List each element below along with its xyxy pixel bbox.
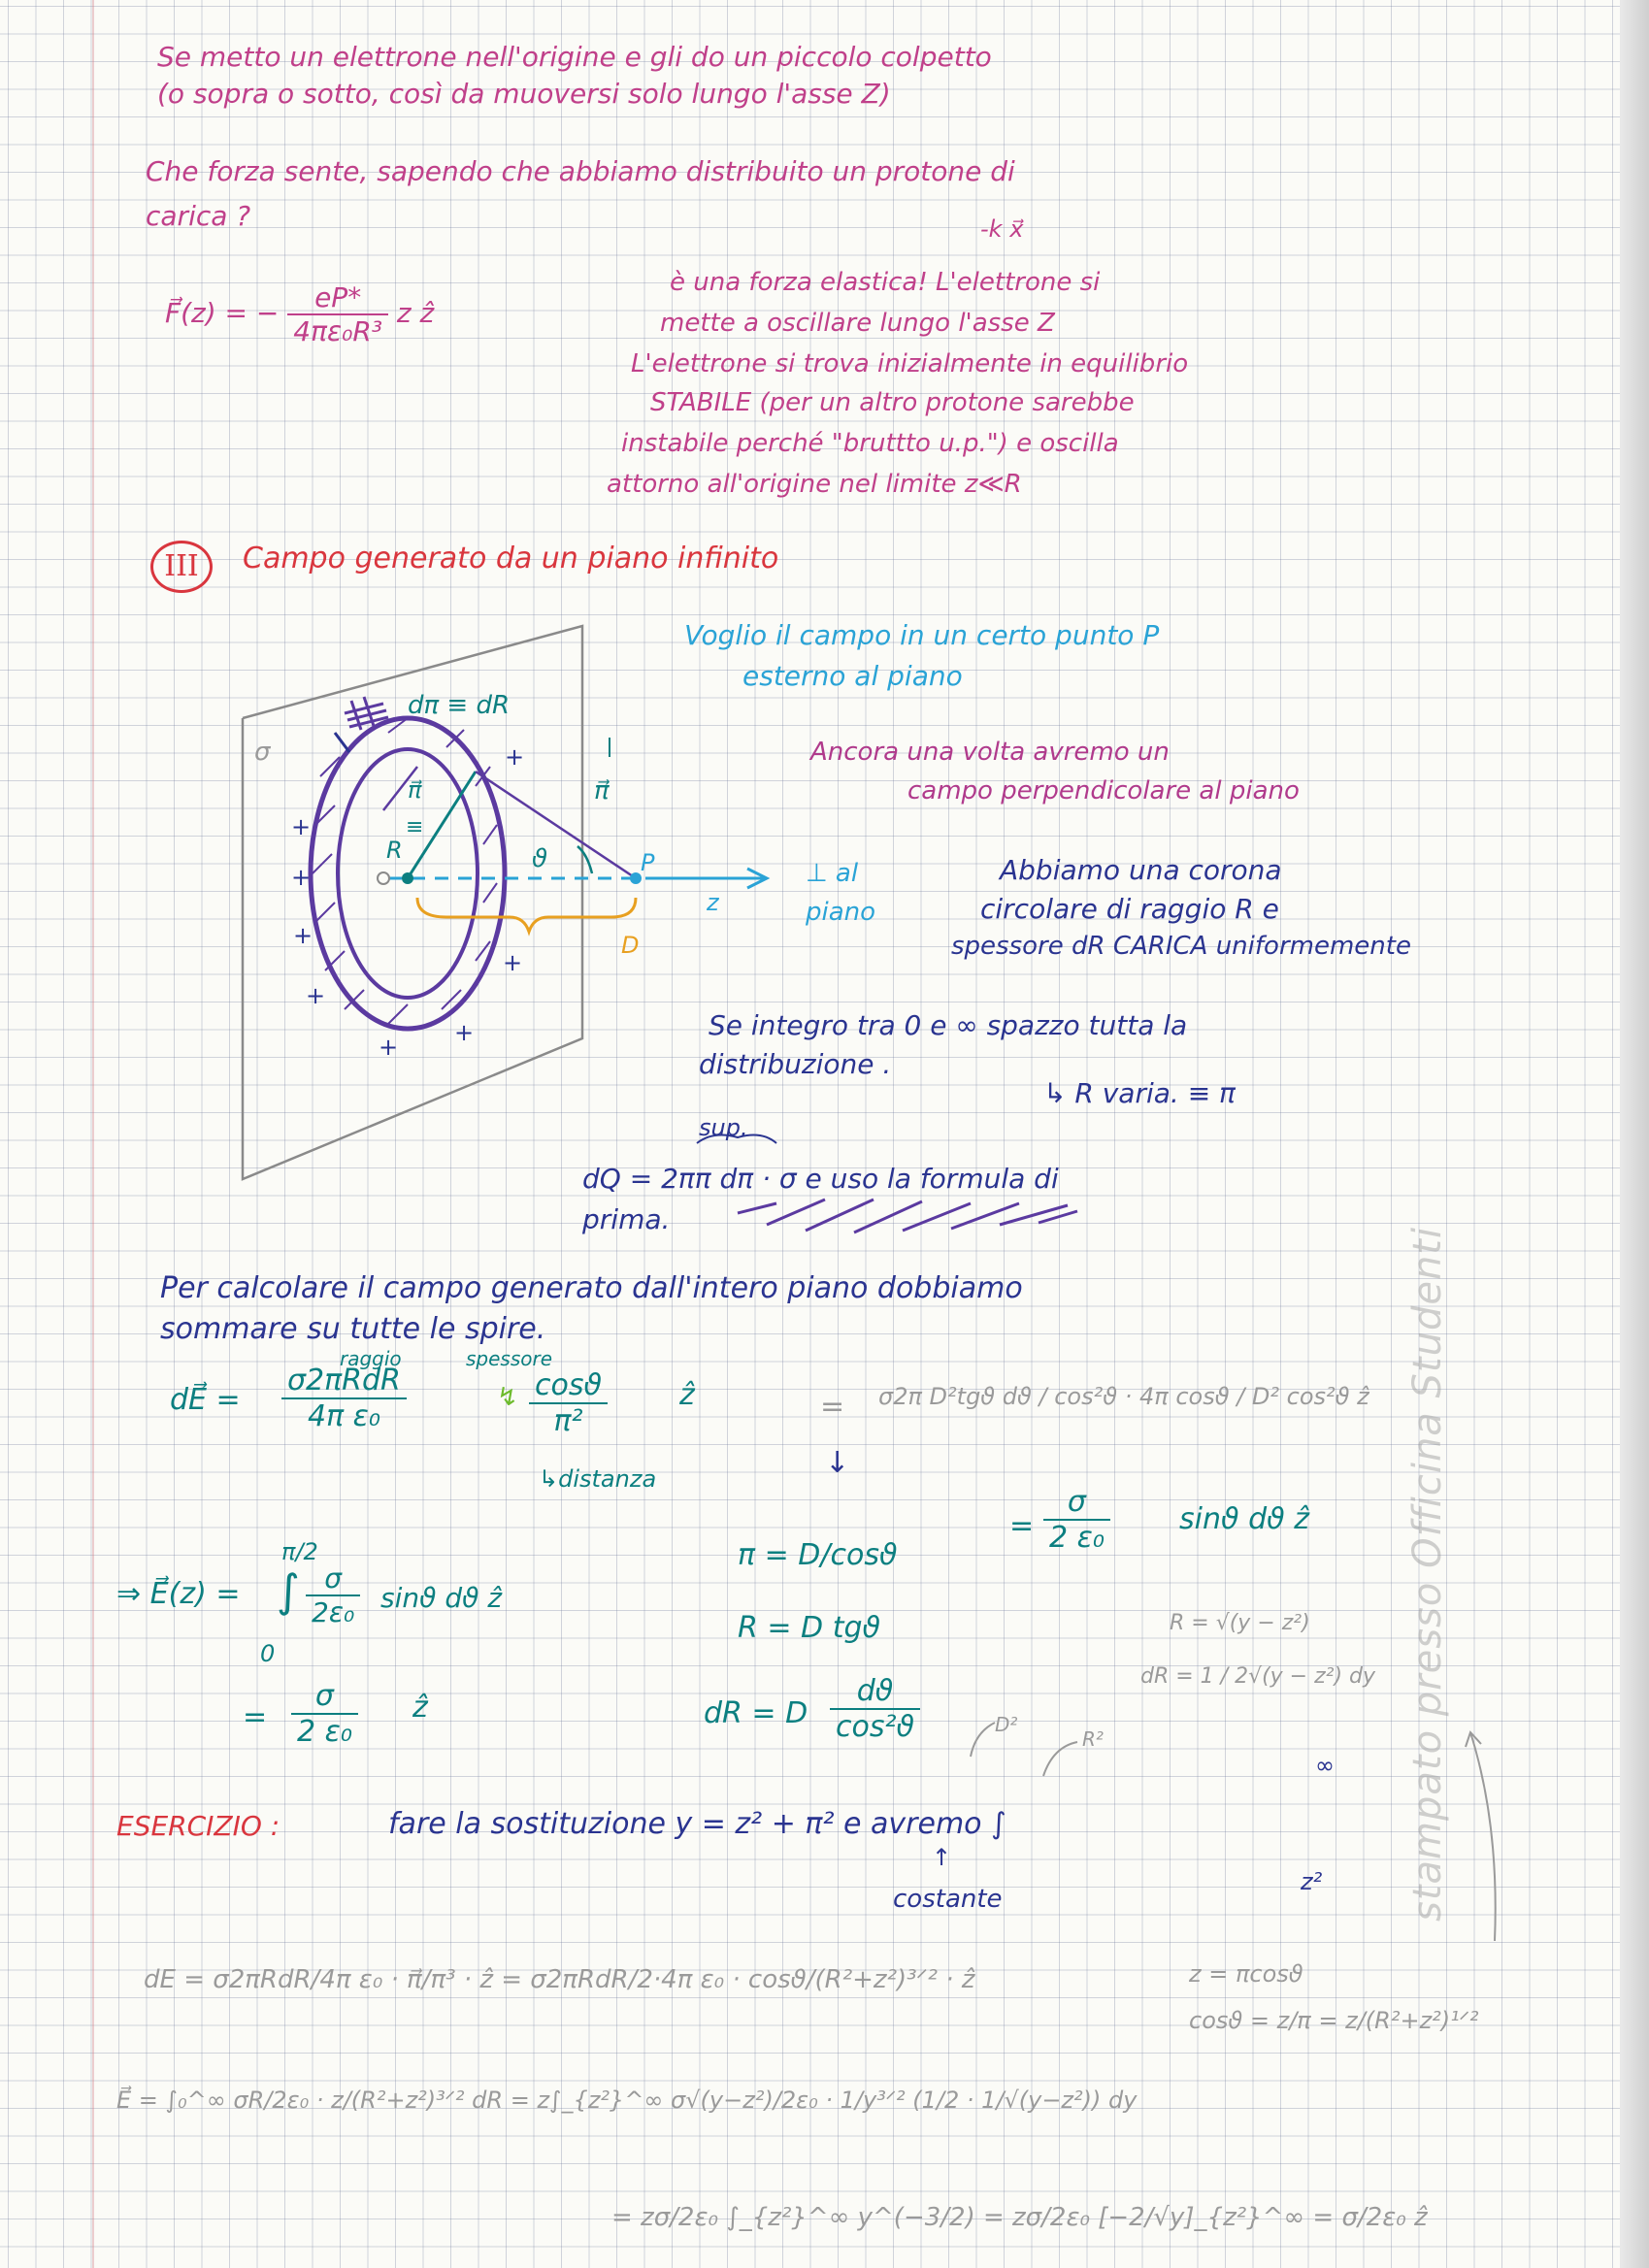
grey-equals: = — [820, 1390, 845, 1424]
force-expl-1: mette a oscillare lungo l'asse Z — [660, 309, 1055, 338]
exercise-lower: z² — [1301, 1868, 1323, 1895]
force-expl-5: attorno all'origine nel limite z≪R — [607, 470, 1022, 499]
field-vector-label: π⃗ — [594, 776, 610, 805]
e-upper-limit: π/2 — [281, 1538, 318, 1565]
grey-dR: dR = 1 / 2√(y − z²) dy — [1140, 1664, 1376, 1689]
result-denominator: 2 ε₀ — [1049, 1521, 1105, 1555]
grey-R2: R² — [1082, 1727, 1104, 1751]
plus-sign-8: + — [505, 743, 525, 771]
integrate-line-1: Se integro tra 0 e ∞ spazzo tutta la — [709, 1009, 1188, 1041]
plus-sign-4: + — [306, 982, 326, 1009]
grey-row-1: dE = σ2πRdR/4π ε₀ · π⃗/π³ · ẑ = σ2πRdR/2·4π ε₀ · cosϑ/(R²+z²)³ᐟ² · ẑ — [144, 1965, 975, 1994]
result-tail: sinϑ dϑ ẑ — [1179, 1502, 1309, 1536]
radius-vector-label: π⃗ — [408, 776, 422, 804]
result-equals: = — [1009, 1509, 1035, 1543]
cos-numerator: cosϑ — [529, 1368, 608, 1404]
sub-dR-lhs: dR = D — [704, 1696, 808, 1730]
point-p-label: P — [641, 849, 655, 876]
force-expl-4: instabile perché "bruttto u.p.") e oscilla — [621, 429, 1119, 458]
plus-sign-2: + — [291, 864, 312, 891]
distance-label: D — [621, 932, 640, 959]
r-varies: ↳ R varia. ≡ π — [1043, 1077, 1236, 1109]
equiv-label: ≡ — [406, 815, 424, 839]
grey-expression: σ2π D²tgϑ dϑ / cos²ϑ · 4π cosϑ / D² cos²ϑ ẑ — [878, 1383, 1369, 1410]
sub-dR-numerator: dϑ — [830, 1674, 920, 1710]
result-numerator: σ — [1043, 1485, 1110, 1521]
cos-denominator: π² — [553, 1404, 583, 1438]
sub-dR-denominator: cos²ϑ — [836, 1710, 915, 1744]
dq-line: dQ = 2ππ dπ · σ e uso la formula di — [582, 1163, 1059, 1195]
de-denominator: 4π ε₀ — [307, 1399, 380, 1433]
distanza-label: ↳distanza — [539, 1465, 657, 1493]
section-number-badge: III — [150, 541, 213, 593]
raggio-label: raggio — [340, 1347, 402, 1370]
again-line-2: campo perpendicolare al piano — [907, 776, 1300, 805]
de-numerator: σ2πRdR — [281, 1364, 407, 1399]
radius-label: R — [386, 837, 403, 864]
sub-r: π = D/cosϑ — [738, 1538, 898, 1572]
want-line-2: esterno al piano — [742, 660, 963, 692]
force-expl-3: STABILE (per un altro protone sarebbe — [650, 388, 1135, 417]
e-lower-limit: 0 — [260, 1640, 276, 1667]
de-zhat: ẑ — [679, 1378, 695, 1412]
sub-R: R = D tgϑ — [738, 1611, 881, 1645]
integrate-line-2: distribuzione . — [699, 1048, 892, 1080]
plus-sign-6: + — [454, 1019, 475, 1046]
question-line-1: Che forza sente, sapendo che abbiamo distribuito un protone di — [146, 155, 1015, 187]
e-denominator: 2ε₀ — [312, 1596, 355, 1628]
plus-sign-7: + — [503, 949, 523, 976]
grey-D2: D² — [995, 1713, 1018, 1736]
perp-label-1: ⊥ al — [806, 859, 859, 888]
grey-R: R = √(y − z²) — [1170, 1611, 1310, 1635]
section-title: Campo generato da un piano infinito — [243, 542, 779, 575]
plus-sign-5: + — [379, 1034, 399, 1061]
e-result-zhat: ẑ — [412, 1691, 428, 1725]
plus-sign-3: + — [293, 922, 313, 949]
summing-line-2: sommare su tutte le spire. — [160, 1312, 546, 1346]
e-result-equals: = — [243, 1700, 268, 1734]
green-mark: ↯ — [497, 1383, 518, 1412]
sup-label: sup. — [699, 1114, 748, 1141]
grey-row-2: E⃗ = ∫₀^∞ σR/2ε₀ · z/(R²+z²)³ᐟ² dR = z∫_{z²}^∞ σ√(y−z²)/2ε₀ · 1/y³ᐟ² (1/2 · 1/√(y−z²)) dy — [116, 2087, 1138, 2114]
exercise-label: ESERCIZIO : — [116, 1810, 280, 1842]
e-result-numerator: σ — [291, 1679, 358, 1715]
perp-label-2: piano — [806, 898, 876, 927]
question-line-2: carica ? — [146, 200, 251, 232]
exercise-arrow: ↑ — [932, 1844, 952, 1871]
dq-line-2: prima. — [582, 1203, 671, 1235]
e-numerator: σ — [306, 1562, 360, 1596]
corona-line-1: Abbiamo una corona — [1000, 854, 1282, 886]
corona-line-2: circolare di raggio R e — [980, 893, 1279, 925]
force-tail: z ẑ — [396, 297, 435, 329]
intro-line-2: (o sopra o sotto, così da muoversi solo lungo l'asse Z) — [157, 78, 891, 110]
force-expl-2: L'elettrone si trova inizialmente in equilibrio — [631, 349, 1189, 378]
corona-line-3: spessore dR CARICA uniformemente — [951, 932, 1411, 961]
intro-line-1: Se metto un elettrone nell'origine e gli do un piccolo colpetto — [157, 41, 992, 73]
e-integral-sign: ∫ — [277, 1564, 300, 1617]
exercise-text: fare la sostituzione y = z² + π² e avremo ∫ — [388, 1807, 1006, 1841]
again-line-1: Ancora una volta avremo un — [810, 738, 1170, 767]
e-result-denominator: 2 ε₀ — [297, 1715, 352, 1749]
want-line-1: Voglio il campo in un certo punto P — [684, 619, 1160, 651]
exercise-upper: ∞ — [1315, 1752, 1335, 1779]
spessore-label: spessore — [466, 1347, 553, 1370]
theta-label: ϑ — [532, 844, 548, 873]
grey-row-1b: z = πcosϑ — [1189, 1960, 1303, 1988]
de-lhs: dE⃗ = — [170, 1383, 241, 1417]
e-lhs: ⇒ E⃗(z) = — [116, 1577, 241, 1611]
watermark: stampato presso Officina Studenti — [1405, 1226, 1450, 1922]
force-hint: -k x⃗ — [980, 215, 1024, 243]
plus-sign-1: + — [291, 813, 312, 840]
z-axis-label: z — [707, 889, 719, 916]
grey-row-3: = zσ/2ε₀ ∫_{z²}^∞ y^(−3/2) = zσ/2ε₀ [−2/√y]_{z²}^∞ = σ/2ε₀ ẑ — [611, 2203, 1428, 2232]
grey-row-1c: cosϑ = z/π = z/(R²+z²)¹ᐟ² — [1189, 2007, 1479, 2034]
sigma-label: σ — [254, 738, 271, 767]
exercise-costante: costante — [893, 1885, 1003, 1914]
drho-label: dπ ≡ dR — [408, 691, 511, 720]
e-integrand: sinϑ dϑ ẑ — [380, 1582, 503, 1614]
force-lhs: F⃗(z) = − — [165, 297, 280, 329]
down-arrow: ↓ — [825, 1446, 850, 1480]
force-expl-0: è una forza elastica! L'elettrone si — [670, 268, 1101, 297]
summing-line-1: Per calcolare il campo generato dall'intero piano dobbiamo — [160, 1271, 1023, 1305]
force-denominator: 4πε₀R³ — [293, 315, 382, 347]
force-numerator: eP* — [287, 281, 388, 315]
